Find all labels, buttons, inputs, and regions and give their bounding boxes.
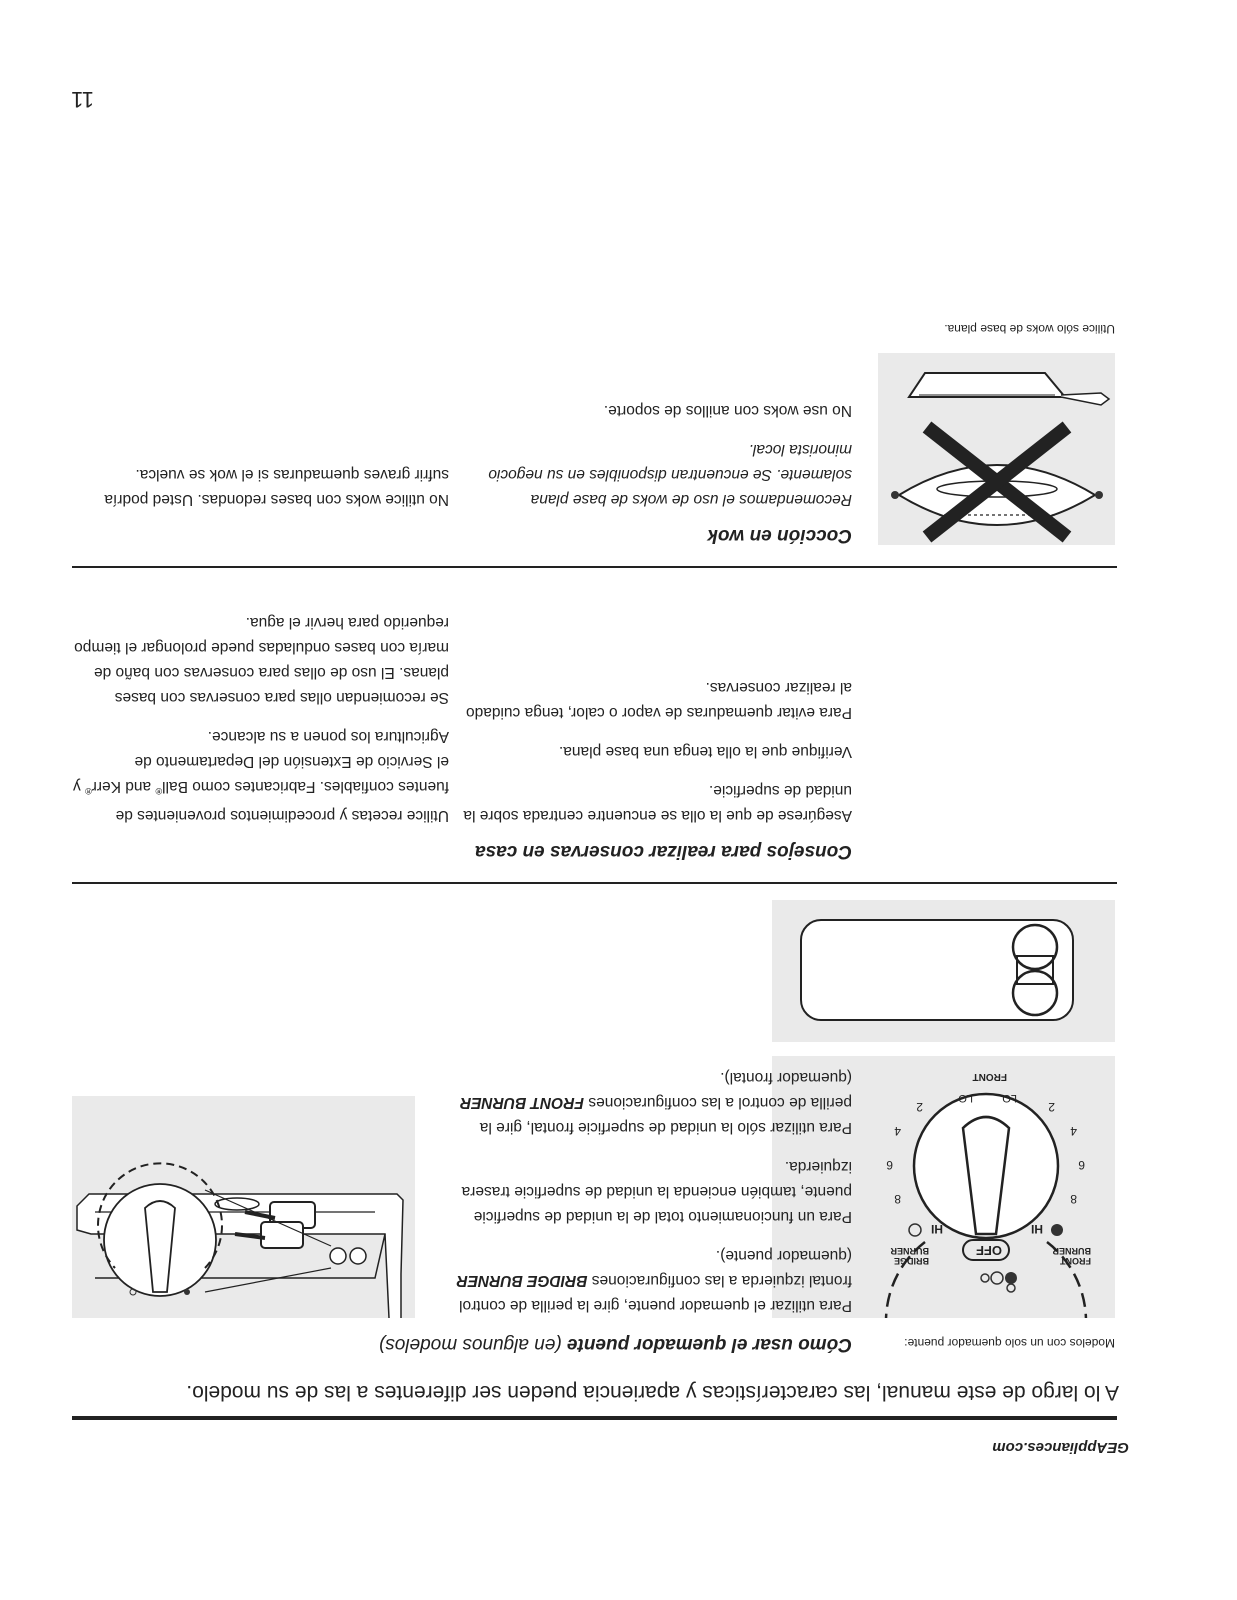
bridge-caption: Modelos con un solo quemador puente: [904, 1336, 1115, 1350]
bridge-burner-diagram [772, 900, 1115, 1042]
wok-p3: No utilice woks con bases redondas. Usted podría sufrir graves quemaduras si el wok se vuelca. [104, 466, 449, 508]
site-url: GEAppliances.com [992, 1439, 1129, 1456]
rule-wok [72, 566, 1117, 568]
bridge-p3: Para utilizar sólo la unidad de superficie frontal, gire la perilla de control a las configuraciones FRONT BURNER (quemador frontal). [460, 1069, 852, 1136]
knob-4-right: 4 [894, 1124, 901, 1138]
canning-right-p1: Utilice recetas y procedimientos provenientes de fuentes confiables. Fabricantes como Ball® and Kerr® y el Servicio de Extensión del Departamento de Agricultura los ponen a su alcance. [72, 727, 449, 824]
wok-p2: No use woks con anillos de soporte. [603, 402, 852, 419]
bridge-title [379, 1333, 852, 1355]
canning-title: Consejos para realizar conservas en casa [474, 841, 852, 862]
wok-p1: Recomendamos el uso de woks de base plana solamente. Se encuentran disponibles en su negocio minorista local. [488, 441, 852, 508]
bridge-text [447, 1051, 852, 1318]
wok-illustration [878, 353, 1115, 545]
canning-left [457, 661, 852, 828]
bridge-p1: Para utilizar el quemador puente, gire la perilla de control frontal izquierda a las configuraciones BRIDGE BURNER (quemador puente). [456, 1247, 852, 1314]
canning-left-p3: Para evitar quemaduras de vapor o calor, tenga cuidado al realizar conservas. [465, 679, 852, 721]
knob-6-left: 6 [1078, 1158, 1085, 1172]
knob-hi-left: HI [1031, 1222, 1043, 1236]
knob-bridge-burner-label: BRIDGE BURNER [890, 1246, 929, 1266]
knob-8-right: 8 [894, 1192, 901, 1206]
canning-left-p1: Asegúrese de que la olla se encuentre centrada sobre la unidad de superficie. [463, 782, 852, 824]
knob-4-left: 4 [1070, 1124, 1077, 1138]
knob-2-left: 2 [1048, 1100, 1055, 1114]
canning-right-p2: Se recomiendan ollas para conservas con bases planas. El uso de ollas para conservas con baño de maría con bases onduladas puede prolongar el tiempo requerido para hervir el agua. [74, 613, 449, 706]
rule-canning [72, 882, 1117, 884]
wok-title: Cocción en wok [707, 525, 852, 546]
knob-6-right: 6 [886, 1158, 893, 1172]
knob-off-label: OFF [976, 1243, 1002, 1258]
canning-right [71, 596, 449, 828]
knob-front-burner-label: FRONT BURNER [1052, 1246, 1091, 1266]
top-rule [72, 1416, 1117, 1420]
wok-caption: Utilice sólo woks de base plana. [944, 322, 1115, 336]
range-illustration [72, 1096, 415, 1318]
bridge-title-sub: (en algunos modelos) [378, 1334, 562, 1355]
knob-lo-left: LO [1002, 1092, 1017, 1104]
page-number: 11 [71, 87, 94, 112]
knob-8-left: 8 [1070, 1192, 1077, 1206]
wok-left [482, 384, 852, 512]
wok-right [84, 448, 449, 512]
bridge-title-main: Cómo usar el quemador puente [566, 1334, 852, 1355]
bridge-p2: Para un funcionamiento total de la unidad de superficie puente, también encienda la unidad de superficie trasera izquierda. [461, 1158, 852, 1225]
knob-front-label: FRONT [972, 1071, 1007, 1082]
knob-hi-right: HI [931, 1222, 943, 1236]
knob-2-right: 2 [916, 1100, 923, 1114]
intro-text: A lo largo de este manual, las características y apariencia pueden ser diferentes a las de su modelo. [186, 1381, 1119, 1404]
canning-left-p2: Verifique que la olla tenga una base plana. [558, 743, 852, 760]
knob-lo-right: LO [958, 1092, 973, 1104]
